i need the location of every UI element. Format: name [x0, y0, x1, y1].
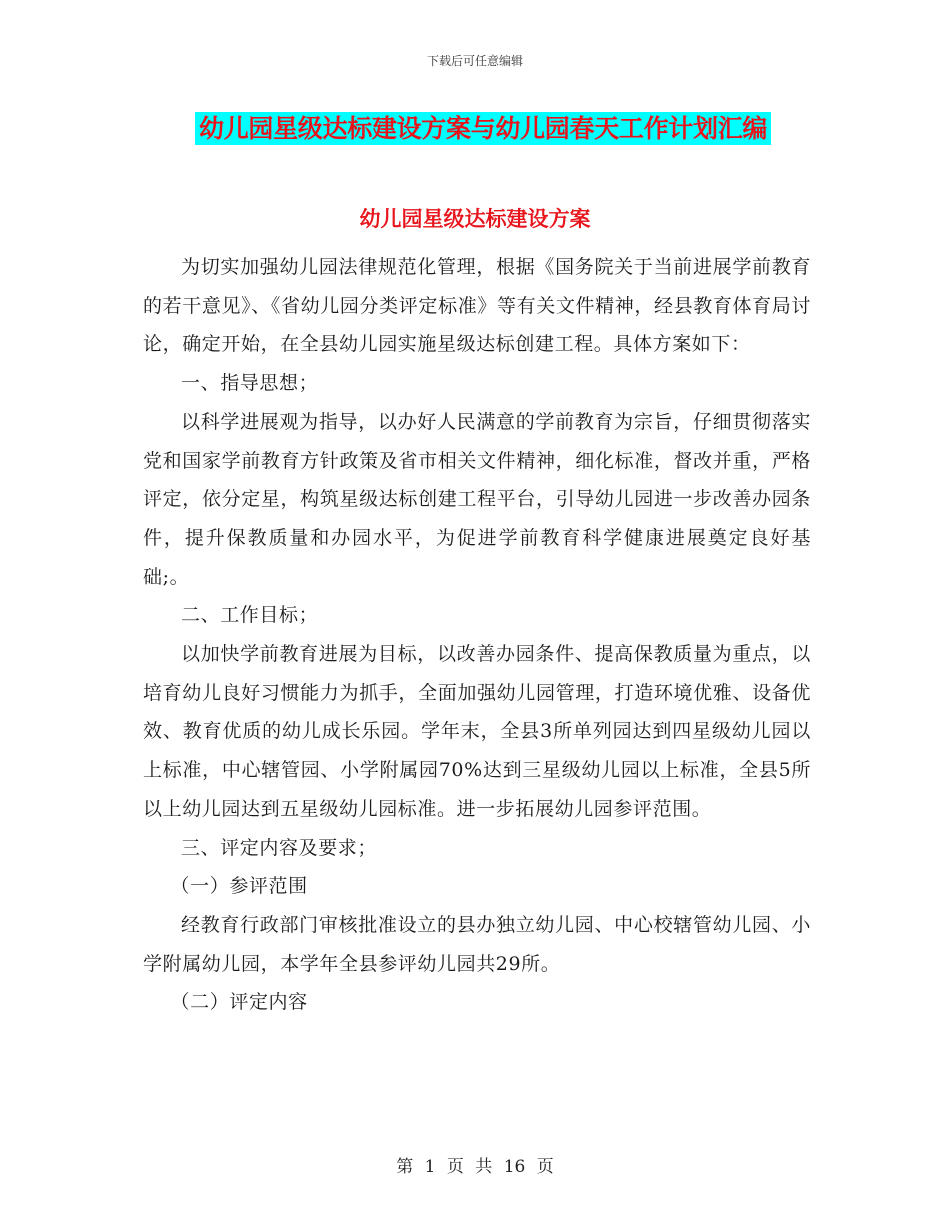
document-body [143, 248, 811, 1022]
subheading-scope: （一）参评范围 [170, 875, 308, 898]
paragraph-guiding-ideology: 以科学进展观为指导，以办好人民满意的学前教育为宗旨，仔细贯彻落实党和国家学前教育方针政策及省市相关文件精神，细化标准，督改并重，严格评定，依分定星，构筑星级达标创建工程平台，引导幼儿园进一步改善办园条件，提升保教质量和办园水平，为促进学前教育科学健康进展奠定良好基础;。 [143, 410, 811, 588]
paragraph-scope: 经教育行政部门审核批准设立的县办独立幼儿园、中心校辖管幼儿园、小学附属幼儿园，本学年全县参评幼儿园共29所。 [143, 913, 811, 975]
heading-evaluation-content: 三、评定内容及要求； [181, 836, 378, 859]
paragraph-intro: 为切实加强幼儿园法律规范化管理，根据《国务院关于当前进展学前教育的若干意见》、《省幼儿园分类评定标准》等有关文件精神，经县教育体育局讨论，确定开始，在全县幼儿园实施星级达标创建工程。具体方案如下： [143, 256, 811, 356]
main-title: 幼儿园星级达标建设方案与幼儿园春天工作计划汇编 [195, 112, 771, 145]
heading-guiding-ideology: 一、指导思想； [181, 372, 319, 395]
section-title: 幼儿园星级达标建设方案 [359, 206, 591, 231]
paragraph-work-goals: 以加快学前教育进展为目标，以改善办园条件、提高保教质量为重点，以培育幼儿良好习惯能力为抓手，全面加强幼儿园管理，打造环境优雅、设备优效、教育优质的幼儿成长乐园。学年末，全县3所单列园达到四星级幼儿园以上标准，中心辖管园、小学附属园70%达到三星级幼儿园以上标准，全县5所以上幼儿园达到五星级幼儿园标准。进一步拓展幼儿园参评范围。 [143, 643, 811, 820]
page-footer: 第 1 页 共 16 页 [396, 1157, 554, 1177]
header-note: 下载后可任意编辑 [426, 54, 523, 68]
subheading-content: （二）评定内容 [170, 991, 308, 1014]
heading-work-goals: 二、工作目标； [181, 604, 319, 627]
